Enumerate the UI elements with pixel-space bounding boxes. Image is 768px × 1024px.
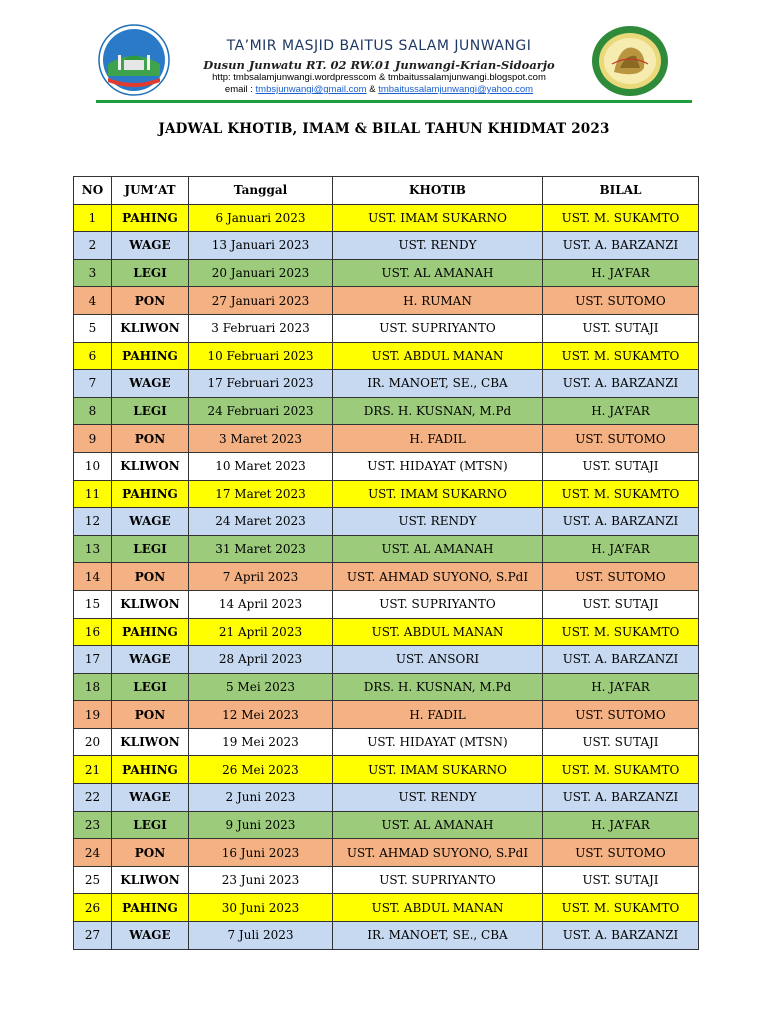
cell-bilal: UST. M. SUKAMTO (543, 342, 699, 370)
cell-tanggal: 27 Januari 2023 (189, 287, 333, 315)
cell-bilal: UST. A. BARZANZI (543, 784, 699, 812)
cell-khotib: H. FADIL (333, 701, 543, 729)
table-row (74, 342, 699, 370)
table-row (74, 646, 699, 674)
cell-bilal: UST. A. BARZANZI (543, 370, 699, 398)
cell-no: 1 (74, 204, 112, 232)
cell-jumat: PAHING (112, 894, 189, 922)
schedule-table (73, 176, 699, 950)
table-row (74, 425, 699, 453)
cell-bilal: UST. M. SUKAMTO (543, 618, 699, 646)
cell-no: 24 (74, 839, 112, 867)
cell-no: 4 (74, 287, 112, 315)
header-divider (96, 100, 692, 103)
cell-tanggal: 17 Februari 2023 (189, 370, 333, 398)
cell-no: 27 (74, 922, 112, 950)
cell-no: 12 (74, 508, 112, 536)
table-row (74, 756, 699, 784)
column-header-khotib: KHOTIB (333, 177, 543, 205)
cell-jumat: WAGE (112, 370, 189, 398)
table-row (74, 204, 699, 232)
table-row (74, 452, 699, 480)
cell-bilal: UST. M. SUKAMTO (543, 480, 699, 508)
cell-bilal: UST. SUTAJI (543, 728, 699, 756)
cell-no: 14 (74, 563, 112, 591)
cell-khotib: UST. RENDY (333, 784, 543, 812)
table-row (74, 728, 699, 756)
cell-bilal: UST. M. SUKAMTO (543, 894, 699, 922)
table-row (74, 480, 699, 508)
cell-khotib: UST. IMAM SUKARNO (333, 480, 543, 508)
cell-khotib: UST. AL AMANAH (333, 535, 543, 563)
cell-tanggal: 7 April 2023 (189, 563, 333, 591)
cell-jumat: KLIWON (112, 728, 189, 756)
cell-jumat: WAGE (112, 508, 189, 536)
cell-khotib: UST. IMAM SUKARNO (333, 756, 543, 784)
cell-khotib: UST. RENDY (333, 232, 543, 260)
email-link-gmail[interactable]: tmbsjunwangi@gmail.com (255, 84, 367, 95)
cell-jumat: LEGI (112, 535, 189, 563)
column-header-tanggal: Tanggal (189, 177, 333, 205)
cell-tanggal: 14 April 2023 (189, 590, 333, 618)
cell-khotib: DRS. H. KUSNAN, M.Pd (333, 673, 543, 701)
cell-jumat: LEGI (112, 811, 189, 839)
cell-no: 5 (74, 314, 112, 342)
cell-no: 16 (74, 618, 112, 646)
cell-jumat: PAHING (112, 342, 189, 370)
cell-jumat: WAGE (112, 784, 189, 812)
email-separator: & (366, 84, 379, 95)
cell-khotib: UST. SUPRIYANTO (333, 590, 543, 618)
cell-tanggal: 31 Maret 2023 (189, 535, 333, 563)
cell-jumat: WAGE (112, 232, 189, 260)
cell-jumat: PAHING (112, 204, 189, 232)
table-row (74, 259, 699, 287)
cell-bilal: UST. A. BARZANZI (543, 646, 699, 674)
table-row (74, 590, 699, 618)
cell-tanggal: 16 Juni 2023 (189, 839, 333, 867)
cell-tanggal: 12 Mei 2023 (189, 701, 333, 729)
schedule-body (74, 204, 699, 949)
cell-jumat: PAHING (112, 756, 189, 784)
cell-bilal: UST. SUTOMO (543, 563, 699, 591)
cell-jumat: KLIWON (112, 452, 189, 480)
cell-tanggal: 26 Mei 2023 (189, 756, 333, 784)
table-row (74, 784, 699, 812)
cell-khotib: UST. HIDAYAT (MTSN) (333, 728, 543, 756)
table-row (74, 314, 699, 342)
email-link-yahoo[interactable]: tmbaitussalamjunwangi@yahoo.com (378, 84, 534, 95)
cell-khotib: UST. IMAM SUKARNO (333, 204, 543, 232)
cell-jumat: PAHING (112, 480, 189, 508)
cell-khotib: UST. ABDUL MANAN (333, 618, 543, 646)
cell-bilal: H. JA’FAR (543, 673, 699, 701)
cell-no: 11 (74, 480, 112, 508)
cell-bilal: H. JA’FAR (543, 811, 699, 839)
cell-no: 15 (74, 590, 112, 618)
buletin-as-salam-logo (590, 24, 670, 98)
cell-bilal: UST. A. BARZANZI (543, 922, 699, 950)
cell-jumat: KLIWON (112, 314, 189, 342)
cell-jumat: PON (112, 287, 189, 315)
cell-jumat: KLIWON (112, 866, 189, 894)
cell-khotib: DRS. H. KUSNAN, M.Pd (333, 397, 543, 425)
cell-khotib: IR. MANOET, SE., CBA (333, 370, 543, 398)
table-row (74, 535, 699, 563)
cell-khotib: UST. ABDUL MANAN (333, 342, 543, 370)
cell-tanggal: 20 Januari 2023 (189, 259, 333, 287)
cell-no: 20 (74, 728, 112, 756)
document-title: JADWAL KHOTIB, IMAM & BILAL TAHUN KHIDMAT 2023 (158, 121, 610, 137)
cell-no: 6 (74, 342, 112, 370)
cell-no: 22 (74, 784, 112, 812)
cell-bilal: UST. SUTOMO (543, 839, 699, 867)
cell-no: 9 (74, 425, 112, 453)
cell-khotib: UST. ABDUL MANAN (333, 894, 543, 922)
table-row (74, 701, 699, 729)
cell-tanggal: 5 Mei 2023 (189, 673, 333, 701)
table-row (74, 922, 699, 950)
cell-tanggal: 2 Juni 2023 (189, 784, 333, 812)
cell-khotib: UST. AHMAD SUYONO, S.PdI (333, 563, 543, 591)
table-row (74, 287, 699, 315)
cell-no: 21 (74, 756, 112, 784)
cell-tanggal: 7 Juli 2023 (189, 922, 333, 950)
cell-bilal: UST. A. BARZANZI (543, 508, 699, 536)
cell-bilal: UST. SUTOMO (543, 287, 699, 315)
cell-bilal: H. JA’FAR (543, 259, 699, 287)
cell-khotib: UST. SUPRIYANTO (333, 866, 543, 894)
cell-tanggal: 24 Maret 2023 (189, 508, 333, 536)
cell-jumat: WAGE (112, 922, 189, 950)
cell-jumat: LEGI (112, 673, 189, 701)
cell-khotib: H. RUMAN (333, 287, 543, 315)
cell-tanggal: 28 April 2023 (189, 646, 333, 674)
column-header-no: NO (74, 177, 112, 205)
cell-no: 10 (74, 452, 112, 480)
cell-jumat: PON (112, 425, 189, 453)
cell-jumat: LEGI (112, 259, 189, 287)
cell-khotib: IR. MANOET, SE., CBA (333, 922, 543, 950)
table-row (74, 866, 699, 894)
table-row (74, 370, 699, 398)
cell-tanggal: 24 Februari 2023 (189, 397, 333, 425)
cell-khotib: UST. ANSORI (333, 646, 543, 674)
cell-no: 17 (74, 646, 112, 674)
cell-bilal: UST. M. SUKAMTO (543, 204, 699, 232)
table-row (74, 673, 699, 701)
cell-tanggal: 19 Mei 2023 (189, 728, 333, 756)
cell-khotib: UST. RENDY (333, 508, 543, 536)
cell-jumat: KLIWON (112, 590, 189, 618)
cell-no: 26 (74, 894, 112, 922)
cell-khotib: H. FADIL (333, 425, 543, 453)
cell-khotib: UST. SUPRIYANTO (333, 314, 543, 342)
table-row (74, 894, 699, 922)
cell-tanggal: 10 Maret 2023 (189, 452, 333, 480)
cell-no: 7 (74, 370, 112, 398)
cell-bilal: UST. A. BARZANZI (543, 232, 699, 260)
org-name: TA’MIR MASJID BAITUS SALAM JUNWANGI (226, 38, 532, 54)
table-row (74, 839, 699, 867)
org-address: Dusun Junwatu RT. 02 RW.01 Junwangi-Krian-Sidoarjo (203, 58, 555, 72)
masjid-logo (98, 24, 170, 96)
cell-no: 13 (74, 535, 112, 563)
cell-tanggal: 13 Januari 2023 (189, 232, 333, 260)
org-email-line (170, 84, 588, 95)
letterhead (0, 0, 768, 110)
cell-khotib: UST. AL AMANAH (333, 811, 543, 839)
cell-khotib: UST. AL AMANAH (333, 259, 543, 287)
cell-jumat: PAHING (112, 618, 189, 646)
cell-no: 23 (74, 811, 112, 839)
cell-bilal: UST. SUTAJI (543, 590, 699, 618)
email-prefix: email : (224, 84, 256, 95)
cell-no: 18 (74, 673, 112, 701)
cell-bilal: H. JA’FAR (543, 397, 699, 425)
cell-khotib: UST. AHMAD SUYONO, S.PdI (333, 839, 543, 867)
cell-no: 8 (74, 397, 112, 425)
table-row (74, 618, 699, 646)
cell-tanggal: 10 Februari 2023 (189, 342, 333, 370)
cell-bilal: UST. SUTAJI (543, 452, 699, 480)
cell-tanggal: 9 Juni 2023 (189, 811, 333, 839)
cell-bilal: H. JA’FAR (543, 535, 699, 563)
table-row (74, 563, 699, 591)
cell-bilal: UST. SUTAJI (543, 314, 699, 342)
cell-khotib: UST. HIDAYAT (MTSN) (333, 452, 543, 480)
cell-jumat: PON (112, 839, 189, 867)
cell-tanggal: 30 Juni 2023 (189, 894, 333, 922)
column-header-jumat: JUM’AT (112, 177, 189, 205)
cell-no: 2 (74, 232, 112, 260)
cell-bilal: UST. SUTOMO (543, 425, 699, 453)
cell-no: 19 (74, 701, 112, 729)
cell-tanggal: 3 Februari 2023 (189, 314, 333, 342)
cell-bilal: UST. SUTOMO (543, 701, 699, 729)
table-header-row (74, 177, 699, 205)
table-row (74, 232, 699, 260)
column-header-bilal: BILAL (543, 177, 699, 205)
table-row (74, 811, 699, 839)
table-row (74, 397, 699, 425)
cell-no: 25 (74, 866, 112, 894)
cell-tanggal: 3 Maret 2023 (189, 425, 333, 453)
cell-tanggal: 23 Juni 2023 (189, 866, 333, 894)
cell-bilal: UST. M. SUKAMTO (543, 756, 699, 784)
cell-tanggal: 6 Januari 2023 (189, 204, 333, 232)
cell-bilal: UST. SUTAJI (543, 866, 699, 894)
cell-jumat: PON (112, 701, 189, 729)
cell-tanggal: 17 Maret 2023 (189, 480, 333, 508)
table-row (74, 508, 699, 536)
cell-tanggal: 21 April 2023 (189, 618, 333, 646)
cell-jumat: LEGI (112, 397, 189, 425)
cell-jumat: PON (112, 563, 189, 591)
cell-jumat: WAGE (112, 646, 189, 674)
cell-no: 3 (74, 259, 112, 287)
org-websites: http: tmbsalamjunwangi.wordpresscom & tmbaitussalamjunwangi.blogspot.com (212, 72, 546, 83)
